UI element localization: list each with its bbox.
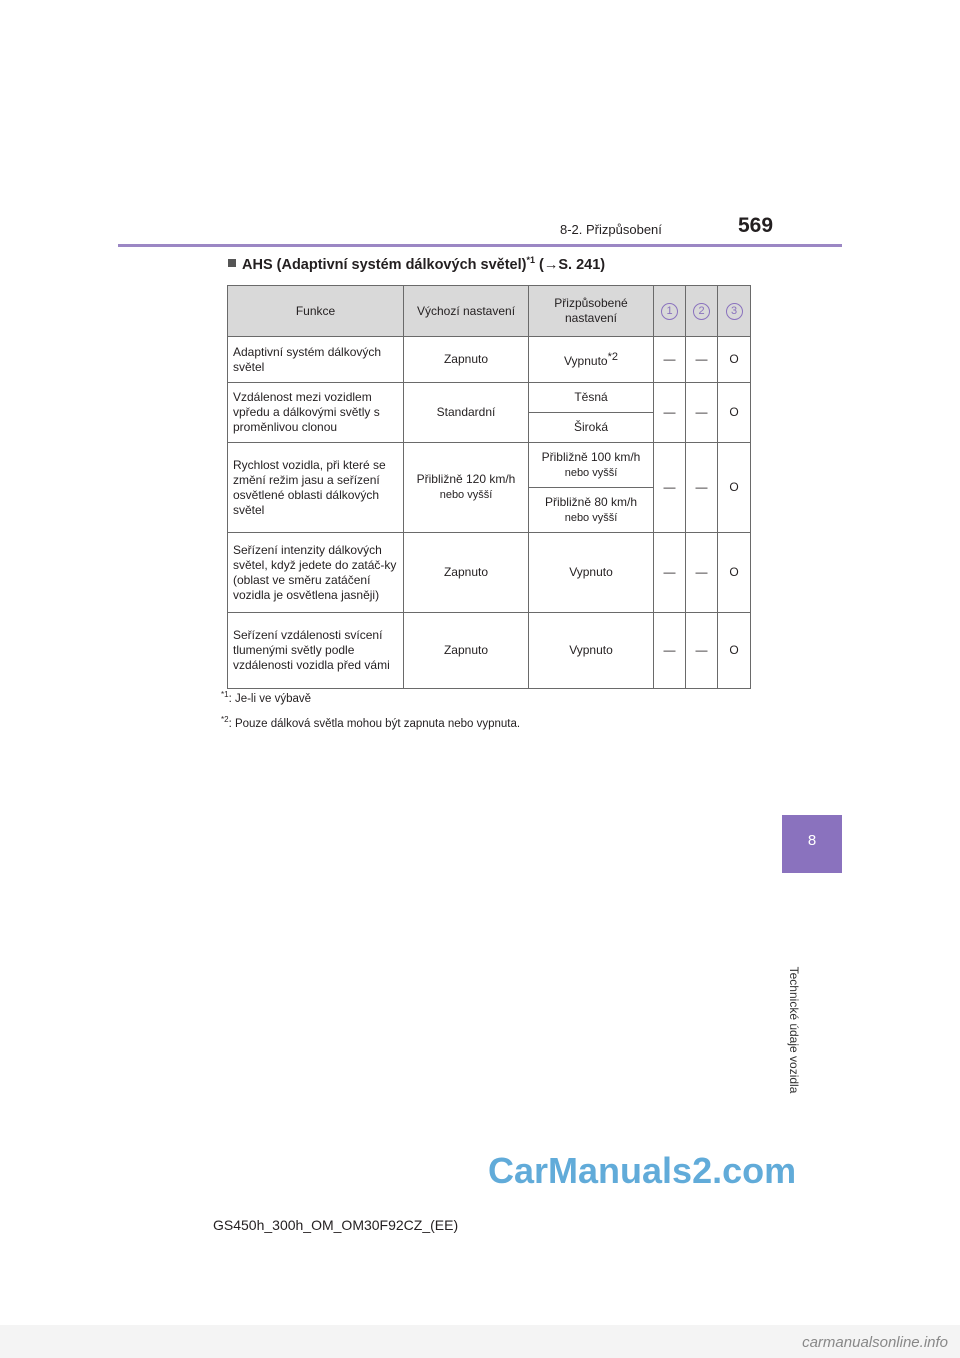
square-bullet-icon <box>228 259 236 267</box>
cell-default: Zapnuto <box>404 337 529 383</box>
custom-value-sub: nebo vyšší <box>564 466 618 479</box>
cell-custom: Vypnuto <box>529 613 654 689</box>
chapter-tab[interactable] <box>782 815 842 873</box>
cell-mark-1: — <box>654 337 686 383</box>
cell-function: Vzdálenost mezi vozidlem vpředu a dálkovými světly s proměnlivou clonou <box>228 383 404 443</box>
cell-custom-option-1: Těsná <box>529 383 654 413</box>
footnote-text: : Pouze dálková světla mohou být zapnuta nebo vypnuta. <box>228 717 521 730</box>
site-watermark: carmanualsonline.info <box>802 1334 948 1351</box>
footnote-text: : Je-li ve výbavě <box>228 692 312 705</box>
cell-mark-1: — <box>654 533 686 613</box>
footnote-mark: *1 <box>221 690 229 699</box>
default-value-sub: nebo vyšší <box>439 489 493 501</box>
footnote-1 <box>221 690 311 705</box>
footnote-mark: *2 <box>221 715 229 724</box>
cell-default: Standardní <box>404 383 529 443</box>
section-title <box>228 255 605 273</box>
document-code: GS450h_300h_OM_OM30F92CZ_(EE) <box>213 1217 459 1233</box>
chapter-label: Technické údaje vozidla <box>787 966 801 1094</box>
page-number: 569 <box>738 214 774 237</box>
cell-custom-option-2: Široká <box>529 413 654 443</box>
cell-mark-3: O <box>718 443 751 533</box>
section-heading: 8-2. Přizpůsobení <box>560 222 662 237</box>
table-row <box>228 533 751 613</box>
number-2-icon: 2 <box>693 303 710 320</box>
cell-default: Zapnuto <box>404 533 529 613</box>
cell-mark-1: — <box>654 383 686 443</box>
table-row <box>228 613 751 689</box>
footnote-ref: *2 <box>607 351 618 363</box>
footnote-ref: *1 <box>526 255 535 265</box>
header-function: Funkce <box>228 286 404 337</box>
section-title-text: AHS (Adaptivní systém dálkových světel) <box>242 256 527 273</box>
cell-mark-2: — <box>686 613 718 689</box>
number-1-icon: 1 <box>661 303 678 320</box>
table-header-row <box>228 286 751 337</box>
cell-mark-2: — <box>686 443 718 533</box>
table-row <box>228 383 751 413</box>
header-col-2 <box>686 286 718 337</box>
cell-function: Adaptivní systém dálkových světel <box>228 337 404 383</box>
default-value: Přibližně 120 km/h <box>416 472 516 486</box>
cell-mark-3: O <box>718 613 751 689</box>
cell-function: Rychlost vozidla, při které se změní režim jasu a seřízení osvětlené oblasti dálkových světel <box>228 443 404 533</box>
cell-default <box>404 443 529 533</box>
cell-custom-option-1 <box>529 443 654 488</box>
header-col-1 <box>654 286 686 337</box>
custom-value: Přibližně 80 km/h <box>544 494 638 509</box>
custom-value: Přibližně 100 km/h <box>541 449 641 464</box>
header-custom: Přizpůsobené nastavení <box>529 286 654 337</box>
cell-mark-3: O <box>718 533 751 613</box>
cell-custom: Vypnuto <box>529 533 654 613</box>
number-3-icon: 3 <box>726 303 743 320</box>
cell-function: Seřízení intenzity dálkových světel, když jedete do zatáč-ky (oblast ve směru zatáčení vozidla je osvětlena jasněji) <box>228 533 404 613</box>
cell-mark-1: — <box>654 443 686 533</box>
chapter-number: 8 <box>807 832 817 849</box>
cell-custom <box>529 337 654 383</box>
header-default: Výchozí nastavení <box>404 286 529 337</box>
table-row <box>228 337 751 383</box>
table-row <box>228 443 751 488</box>
cell-mark-1: — <box>654 613 686 689</box>
cell-mark-2: — <box>686 383 718 443</box>
cell-mark-2: — <box>686 533 718 613</box>
header-rule <box>118 244 842 247</box>
settings-table <box>227 285 751 689</box>
custom-value-sub: nebo vyšší <box>564 511 618 524</box>
cell-mark-3: O <box>718 383 751 443</box>
custom-value: Vypnuto <box>564 354 608 368</box>
cell-custom-option-2 <box>529 488 654 533</box>
watermark-logo: CarManuals2.com <box>488 1150 797 1191</box>
cell-function: Seřízení vzdálenosti svícení tlumenými světly podle vzdálenosti vozidla před vámi <box>228 613 404 689</box>
cell-default: Zapnuto <box>404 613 529 689</box>
header-col-3 <box>718 286 751 337</box>
cell-mark-2: — <box>686 337 718 383</box>
footnote-2 <box>221 715 520 730</box>
page-reference-link[interactable]: (→S. 241) <box>534 256 606 273</box>
cell-mark-3: O <box>718 337 751 383</box>
